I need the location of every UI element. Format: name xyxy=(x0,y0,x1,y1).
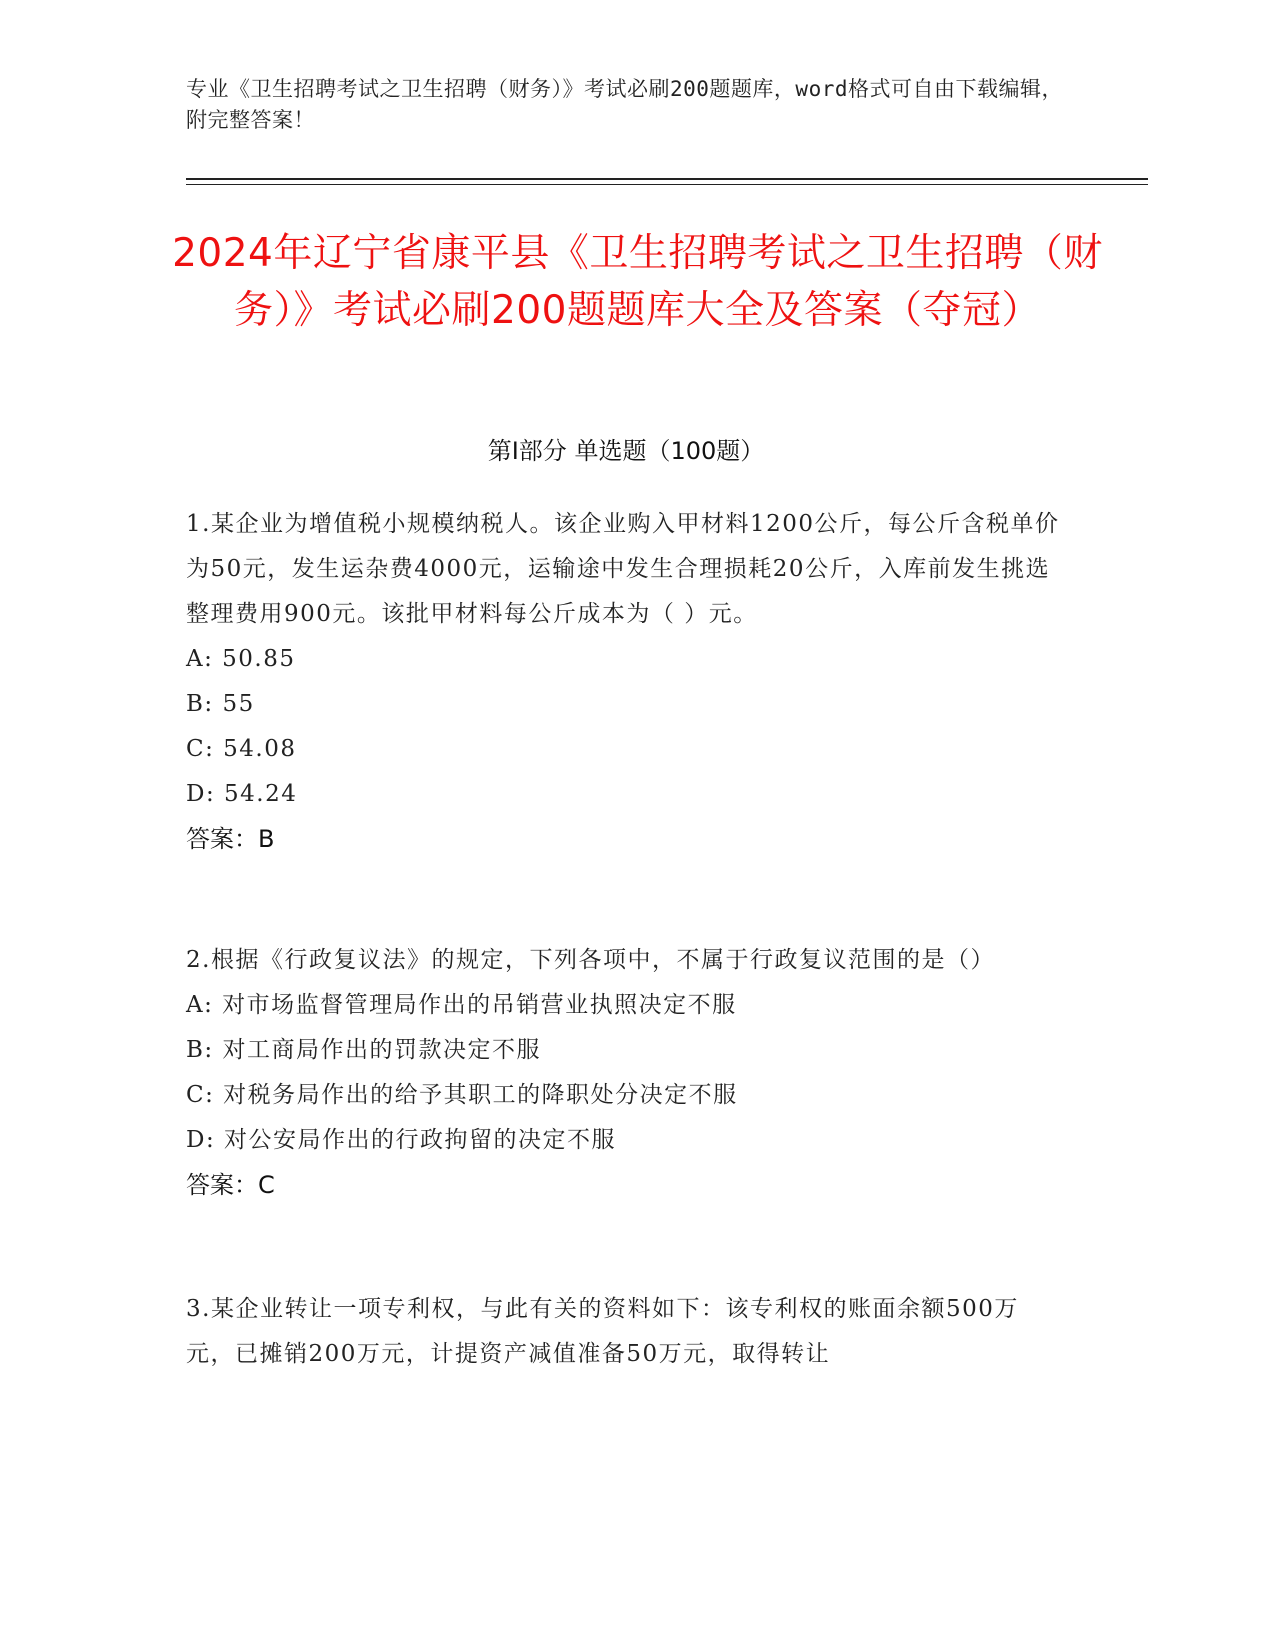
question-1 xyxy=(186,502,1066,862)
option-b: B: 55 xyxy=(186,691,255,717)
header-note: 专业《卫生招聘考试之卫生招聘（财务）》考试必刷200题题库，word格式可自由下载编辑，附完整答案！ xyxy=(186,77,1063,132)
option-c: C: 对税务局作出的给予其职工的降职处分决定不服 xyxy=(186,1082,738,1108)
option-a: A: 50.85 xyxy=(186,646,296,672)
question-stem: 1.某企业为增值税小规模纳税人。该企业购入甲材料1200公斤，每公斤含税单价为50元，发生运杂费4000元，运输途中发生合理损耗20公斤，入库前发生挑选整理费用900元。该批甲材料每公斤成本为（ ）元。 xyxy=(186,511,1060,627)
option-c: C: 54.08 xyxy=(186,736,297,762)
question-3 xyxy=(186,1287,1066,1377)
answer: 答案：B xyxy=(186,825,275,853)
option-d: D: 54.24 xyxy=(186,781,298,807)
header-divider-thin xyxy=(186,184,1148,185)
answer: 答案：C xyxy=(186,1171,275,1199)
question-stem: 2.根据《行政复议法》的规定，下列各项中，不属于行政复议范围的是（） xyxy=(186,947,995,973)
option-a: A: 对市场监督管理局作出的吊销营业执照决定不服 xyxy=(186,992,737,1018)
option-b: B: 对工商局作出的罚款决定不服 xyxy=(186,1037,541,1063)
section-heading: 第I部分 单选题（100题） xyxy=(487,437,765,465)
question-2 xyxy=(186,938,1066,1208)
option-d: D: 对公安局作出的行政拘留的决定不服 xyxy=(186,1127,617,1153)
header-divider xyxy=(186,178,1148,180)
question-stem: 3.某企业转让一项专利权，与此有关的资料如下：该专利权的账面余额500万元，已摊销200万元，计提资产减值准备50万元，取得转让 xyxy=(186,1296,1019,1367)
document-title: 2024年辽宁省康平县《卫生招聘考试之卫生招聘（财务）》考试必刷200题题库大全及答案（夺冠） xyxy=(172,231,1103,333)
